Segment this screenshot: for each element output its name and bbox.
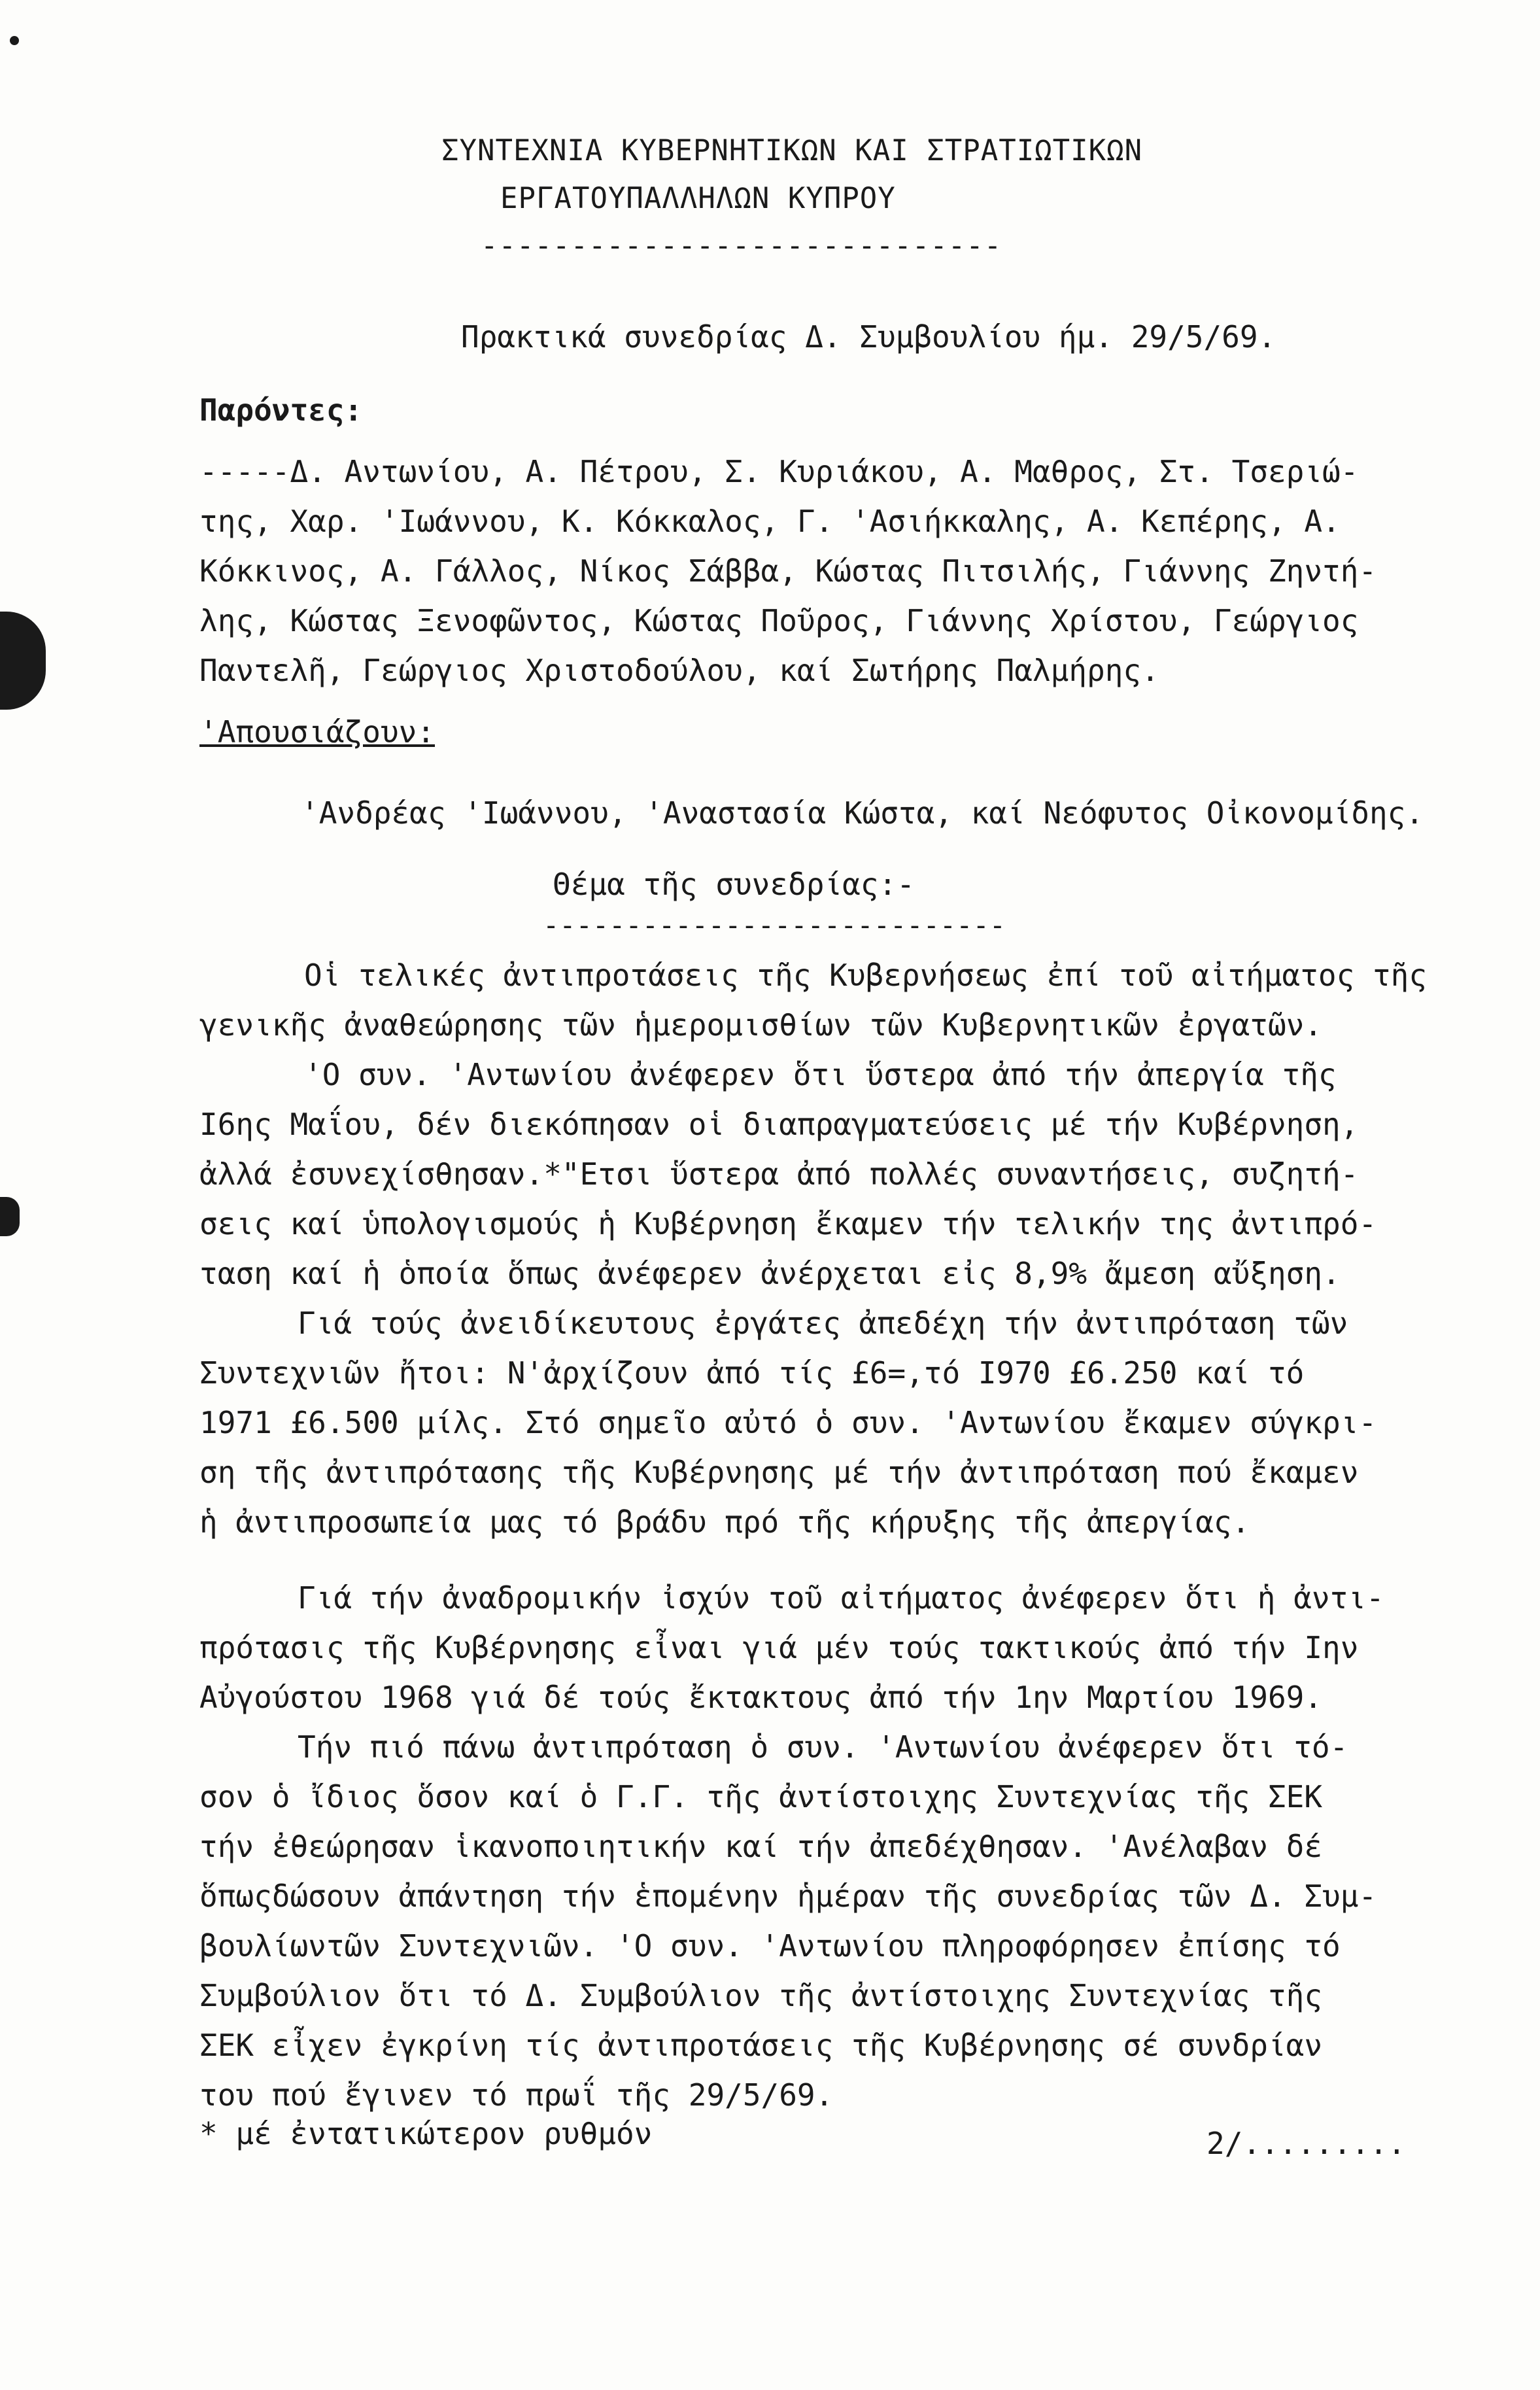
topic-rule: ----------------------------	[543, 909, 1006, 941]
topic-label: Θέμα τῆς συνεδρίας:-	[553, 867, 915, 902]
present-line: Κόκκινος, Α. Γάλλος, Νίκος Σάββα, Κώστας Πιτσιλής, Γιάννης Ζηντή-	[199, 553, 1377, 589]
body-line: ΣΕΚ εἶχεν ἐγκρίνη τίς ἀντιπροτάσεις τῆς Κυβέρνησης σέ συνδρίαν	[199, 2028, 1323, 2063]
body-line: Συμβούλιον ὅτι τό Δ. Συμβούλιον τῆς ἀντίστοιχης Συντεχνίας τῆς	[199, 1978, 1323, 2013]
union-name-line-2: ΕΡΓΑΤΟΥΠΑΛΛΗΛΩΝ ΚΥΠΡΟΥ	[500, 182, 896, 215]
body-line: Γιά τούς ἀνειδίκευτους ἐργάτες ἀπεδέχη τήν ἀντιπρόταση τῶν	[298, 1306, 1348, 1341]
body-line: του πού ἔγινεν τό πρωΐ τῆς 29/5/69.	[199, 2077, 834, 2113]
present-line: -----Δ. Αντωνίου, Α. Πέτρου, Σ. Κυριάκου, Α. Μαθρος, Στ. Τσεριώ-	[199, 454, 1359, 489]
absent-list	[301, 788, 1424, 838]
absent-line: 'Ανδρέας 'Ιωάννου, 'Αναστασία Κώστα, καί Νεόφυτος Οἰκονομίδης.	[301, 795, 1424, 831]
absent-label: 'Απουσιάζουν:	[199, 714, 436, 750]
body-line: πρότασις τῆς Κυβέρνησης εἶναι γιά μέν τούς τακτικούς ἀπό τήν Ιην	[199, 1630, 1359, 1665]
body-line: 'Ο συν. 'Αντωνίου ἀνέφερεν ὅτι ὕστερα ἀπό τήν ἀπεργία τῆς	[304, 1057, 1337, 1092]
page-continuation-marker: 2/.........	[1206, 2126, 1406, 2161]
body-line: 1971 £6.500 μίλς. Στό σημεῖο αὐτό ὁ συν. 'Αντωνίου ἔκαμεν σύγκρι-	[199, 1405, 1377, 1440]
scan-ink-blot	[0, 612, 46, 710]
present-line: της, Χαρ. 'Ιωάννου, Κ. Κόκκαλος, Γ. 'Ασιήκκαλης, Α. Κεπέρης, Α.	[199, 504, 1341, 539]
paragraph-gap	[199, 1547, 1427, 1573]
body-line: ση τῆς ἀντιπρότασης τῆς Κυβέρνησης μέ τήν ἀντιπρόταση πού ἔκαμεν	[199, 1455, 1359, 1490]
body-line: ἀλλά ἐσυνεχίσθησαν.*"Ετσι ὕστερα ἀπό πολλές συναντήσεις, συζητή-	[199, 1156, 1359, 1192]
body-line: ὅπωςδώσουν ἀπάντηση τήν ἑπομένην ἡμέραν τῆς συνεδρίας τῶν Δ. Συμ-	[199, 1879, 1377, 1914]
body-line: Συντεχνιῶν ἤτοι: Ν'ἀρχίζουν ἀπό τίς £6=,τό Ι970 £6.250 καί τό	[199, 1355, 1305, 1391]
header-rule: -----------------------------	[481, 229, 1002, 262]
present-line: Παντελῆ, Γεώργιος Χριστοδούλου, καί Σωτήρης Παλμήρης.	[199, 653, 1159, 688]
body-line: σον ὁ ἴδιος ὅσον καί ὁ Γ.Γ. τῆς ἀντίστοιχης Συντεχνίας τῆς ΣΕΚ	[199, 1779, 1323, 1814]
body-line: γενικῆς ἀναθεώρησης τῶν ἡμερομισθίων τῶν Κυβερνητικῶν ἐργατῶν.	[199, 1007, 1323, 1043]
body-line: τήν ἐθεώρησαν ἱκανοποιητικήν καί τήν ἀπεδέχθησαν. 'Ανέλαβαν δέ	[199, 1829, 1323, 1864]
minutes-body	[199, 950, 1427, 2120]
body-line: σεις καί ὑπολογισμούς ἡ Κυβέρνηση ἔκαμεν τήν τελικήν της ἀντιπρό-	[199, 1206, 1377, 1241]
footnote: * μέ ἐντατικώτερον ρυθμόν	[199, 2116, 653, 2151]
body-line: ταση καί ἡ ὁποία ὅπως ἀνέφερεν ἀνέρχεται εἰς 8,9% ἄμεση αὔξηση.	[199, 1256, 1341, 1291]
body-line: ἡ ἀντιπροσωπεία μας τό βράδυ πρό τῆς κήρυξης τῆς ἀπεργίας.	[199, 1504, 1250, 1540]
present-line: λης, Κώστας Ξενοφῶντος, Κώστας Ποῦρος, Γιάννης Χρίστου, Γεώργιος	[199, 603, 1359, 638]
present-list	[199, 447, 1377, 695]
body-line: βουλίωντῶν Συντεχνιῶν. 'Ο συν. 'Αντωνίου πληροφόρησεν ἐπίσης τό	[199, 1928, 1341, 1964]
body-line: Γιά τήν ἀναδρομικήν ἰσχύν τοῦ αἰτήματος ἀνέφερεν ὅτι ἡ ἀντι-	[298, 1580, 1384, 1616]
body-line: Τήν πιό πάνω ἀντιπρόταση ὁ συν. 'Αντωνίου ἀνέφερεν ὅτι τό-	[298, 1729, 1348, 1765]
body-line: Αὐγούστου 1968 γιά δέ τούς ἔκτακτους ἀπό τήν 1ην Μαρτίου 1969.	[199, 1680, 1323, 1715]
union-name-line-1: ΣΥΝΤΕΧΝΙΑ ΚΥΒΕΡΝΗΤΙΚΩΝ ΚΑΙ ΣΤΡΑΤΙΩΤΙΚΩΝ	[441, 134, 1143, 167]
body-line: Οἱ τελικές ἀντιπροτάσεις τῆς Κυβερνήσεως ἐπί τοῦ αἰτήματος τῆς	[304, 958, 1428, 993]
scan-ink-blot	[0, 1197, 20, 1236]
body-line: Ι6ης Μαΐου, δέν διεκόπησαν οἱ διαπραγματεύσεις μέ τήν Κυβέρνηση,	[199, 1107, 1359, 1142]
present-label: Παρόντες:	[199, 392, 363, 428]
scan-ink-dot	[10, 36, 19, 45]
minutes-subject: Πρακτικά συνεδρίας Δ. Συμβουλίου ήμ. 29/5/69.	[461, 319, 1276, 355]
